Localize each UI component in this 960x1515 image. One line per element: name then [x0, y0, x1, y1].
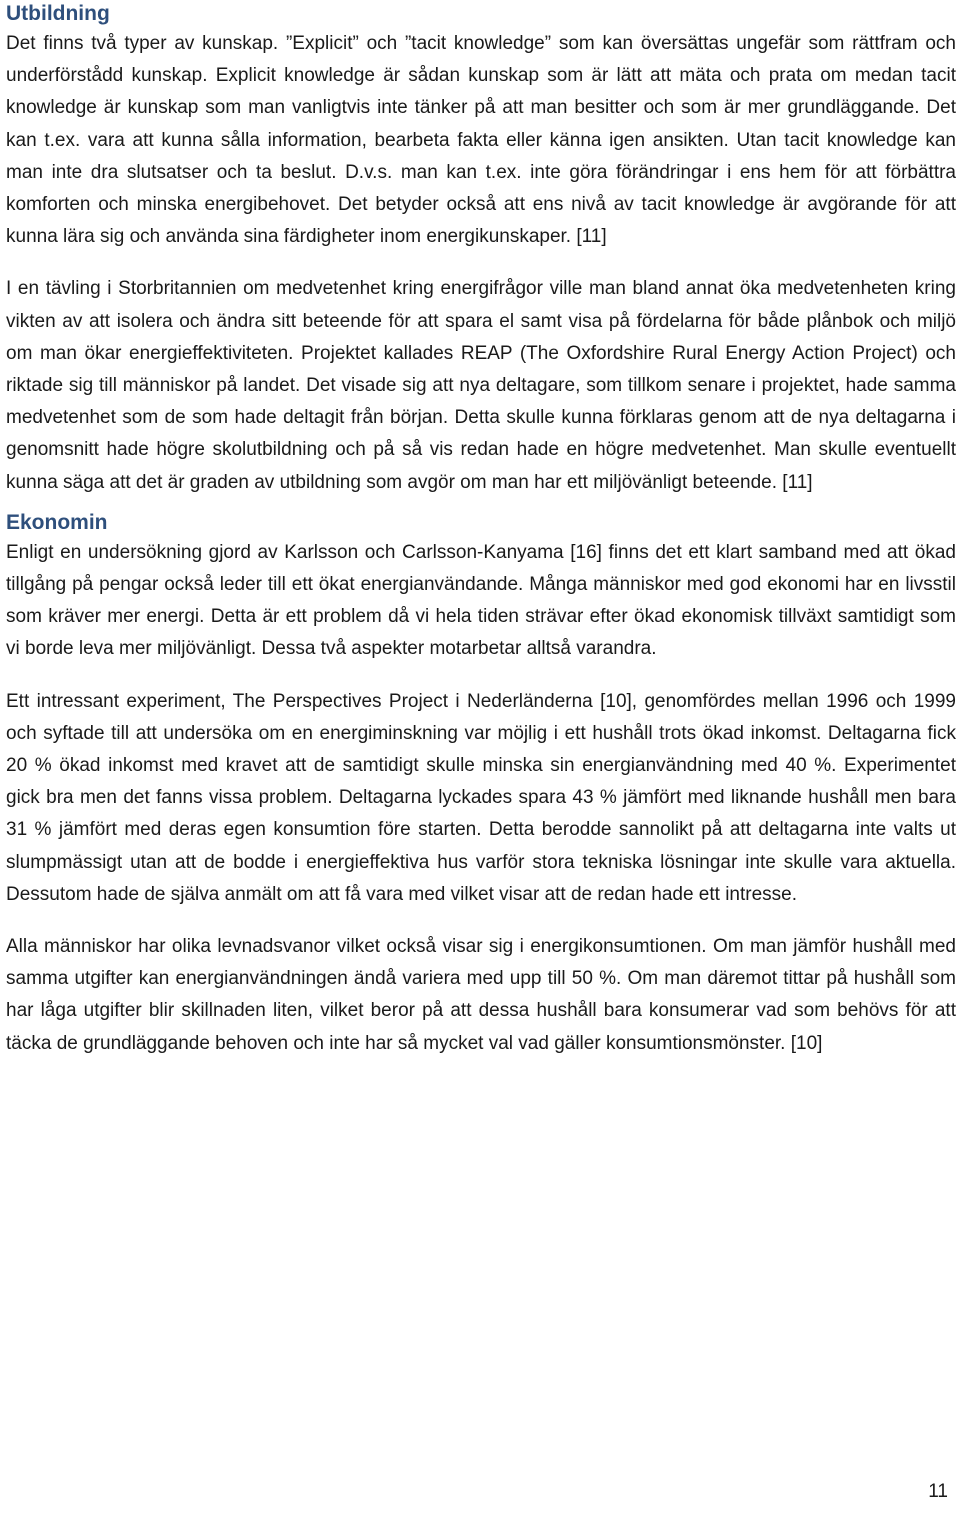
section-heading-utbildning: Utbildning [6, 2, 110, 25]
paragraph-ekonomin-1: Enligt en undersökning gjord av Karlsson och Carlsson-Kanyama [16] finns det ett klart samband med att ökad tillgång på pengar också leder till ett ökat energianvändande. Många människor med god ekonomi har en livsstil som kräver mer energi. Detta är ett problem då vi hela tiden strävar efter ökad ekonomisk tillväxt samtidigt som vi borde leva mer miljövänligt. Dessa två aspekter motarbetar alltså varandra. [6, 541, 956, 660]
page-number: 11 [928, 1481, 948, 1502]
section-heading-ekonomin: Ekonomin [6, 510, 108, 534]
paragraph-utbildning-2: I en tävling i Storbritannien om medvetenhet kring energifrågor ville man bland annat öka medvetenheten kring vikten av att isolera och ändra sitt beteende för att spara el samt visa på fördelarna för både plånbok och miljö om man ökar energieffektiviteten. Projektet kallades REAP (The Oxfordshire Rural Energy Action Project) och riktade sig till människor på landet. Det visade sig att nya deltagare, som tillkom senare i projektet, hade samma medvetenhet som de som hade deltagit från början. Detta skulle kunna förklaras genom att de nya deltagarna i genomsnitt hade högre skolutbildning och på så vis redan hade en högre medvetenhet. Man skulle eventuellt kunna säga att det är graden av utbildning som avgör om man har ett miljövänligt beteende. [11] [6, 278, 956, 493]
paragraph-ekonomin-3: Alla människor har olika levnadsvanor vilket också visar sig i energikonsumtionen. Om man jämför hushåll med samma utgifter kan energianvändningen ändå variera med upp till 50 %. Om man däremot tittar på hushåll som har låga utgifter blir skillnaden liten, vilket beror på att dessa hushåll bara konsumerar vad som behövs för att täcka de grundläggande behoven och inte har så mycket val vad gäller konsumtionsmönster. [10] [6, 936, 956, 1054]
paragraph-utbildning-1: Det finns två typer av kunskap. ”Explicit” och ”tacit knowledge” som kan översättas ungefär som rättfram och underförstådd kunskap. Explicit knowledge är sådan kunskap som är lätt att mäta och prata om medan tacit knowledge är kunskap som man vanligtvis inte tänker på att man besitter och som är mer grundläggande. Det kan t.ex. vara att kunna sålla information, bearbeta fakta eller känna igen ansikten. Utan tacit knowledge kan man inte dra slutsatser och ta beslut. D.v.s. man kan t.ex. inte göra förändringar i ens hem för att förbättra komforten och minska energibehovet. Det betyder också att ens nivå av tacit knowledge är avgörande för att kunna lära sig och använda sina färdigheter inom energikunskaper. [11] [6, 33, 956, 248]
document-body [6, 0, 956, 1060]
paragraph-ekonomin-2: Ett intressant experiment, The Perspectives Project i Nederländerna [10], genomfördes mellan 1996 och 1999 och syftade till att undersöka om en energiminskning var möjlig i ett hushåll trots ökad inkomst. Deltagarna fick 20 % ökad inkomst med kravet att de samtidigt skulle minska sin energianvändning med 40 %. Experimentet gick bra men det fanns vissa problem. Deltagarna lyckades spara 43 % jämfört med liknande hushåll men bara 31 % jämfört med deras egen konsumtion före starten. Detta berodde sannolikt på att deltagarna inte valts ut slumpmässigt utan att de bodde i energieffektiva hus varför stora tekniska lösningar inte skulle vara aktuella. Dessutom hade de själva anmält om att få vara med vilket visar att de redan hade ett intresse. [6, 690, 956, 905]
